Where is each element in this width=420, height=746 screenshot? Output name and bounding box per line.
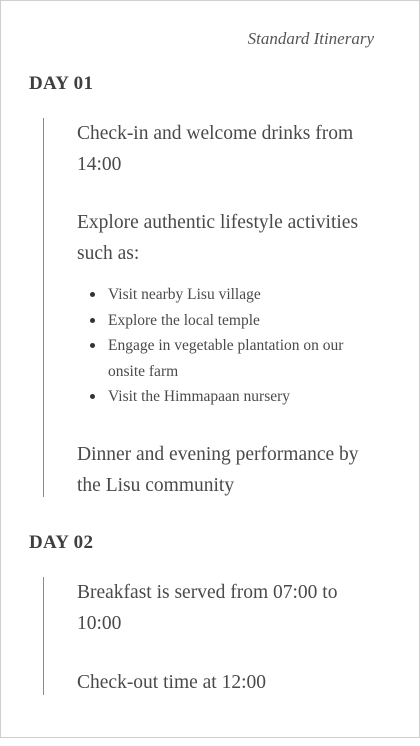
day-02-checkout-text: Check-out time at 12:00 (77, 672, 267, 693)
day-01-activity-list (77, 282, 367, 410)
itinerary-title: Standard Itinerary (247, 29, 374, 48)
list-item: Explore the local temple (77, 308, 367, 334)
day-02-heading: DAY 02 (29, 532, 94, 553)
day-02-breakfast-text: Breakfast is served from 07:00 to 10:00 (77, 582, 338, 634)
list-item: Engage in vegetable plantation on our onsite farm (77, 333, 367, 384)
day-01-dinner-text: Dinner and evening performance by the Lisu community (77, 444, 359, 496)
day-01-block (43, 118, 359, 497)
day-01-heading: DAY 01 (29, 73, 94, 94)
day-02-block (43, 577, 338, 695)
day-01-checkin-text: Check-in and welcome drinks from 14:00 (77, 123, 354, 175)
list-item: Visit the Himmapaan nursery (77, 384, 367, 410)
day-01-activities-intro: Explore authentic lifestyle activities such as: (77, 212, 359, 264)
list-item: Visit nearby Lisu village (77, 282, 367, 308)
